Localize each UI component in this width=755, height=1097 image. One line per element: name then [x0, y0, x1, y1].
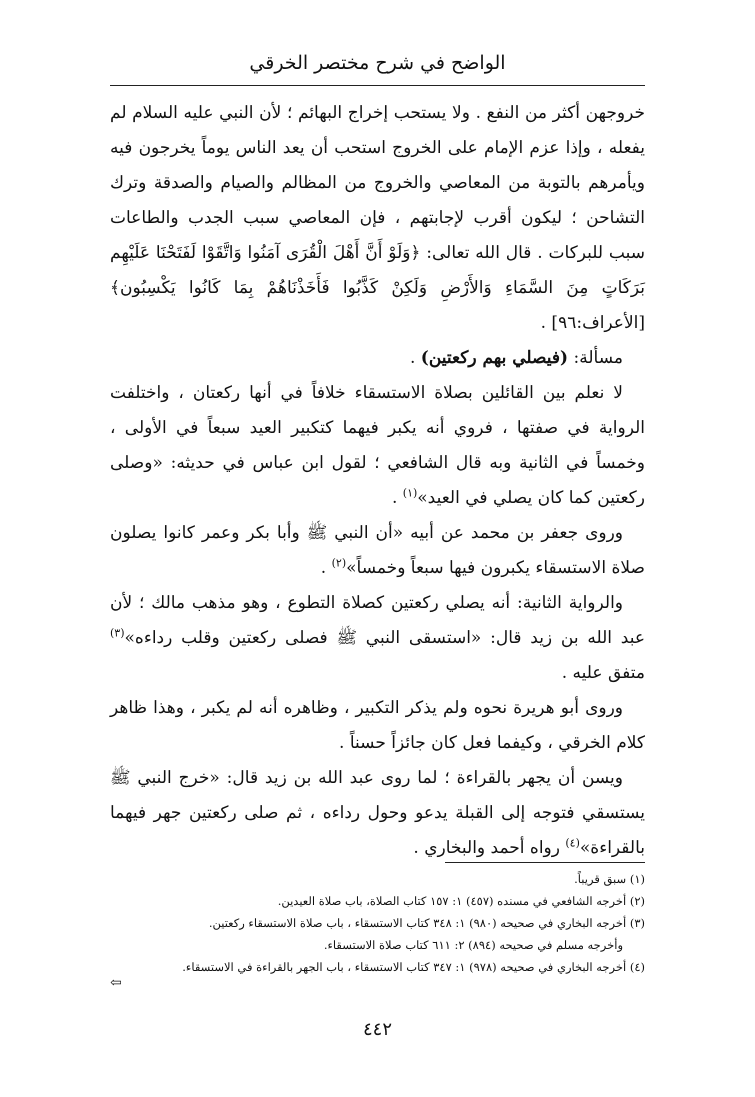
masala-heading	[110, 341, 645, 376]
paragraph-6	[110, 761, 645, 866]
masala-label: مسألة:	[573, 348, 623, 368]
paragraph-4	[110, 586, 645, 691]
footnote-4: (٤) أخرجه البخاري في صحيحه (٩٧٨) ١: ٣٤٧ كتاب الاستسقاء ، باب الجهر بالقراءة في الاستسقاء.	[182, 960, 645, 974]
footnotes	[110, 868, 645, 978]
paragraph-5-text: وروى أبو هريرة نحوه ولم يذكر التكبير ، وظاهره أنه لم يكبر ، وهذا ظاهر كلام الخرقي ، وكيفما فعل كان جائزاً حسناً .	[110, 698, 645, 753]
footnote-1: (١) سبق قريباً.	[574, 872, 645, 886]
footnote-2: (٢) أخرجه الشافعي في مسنده (٤٥٧) ١: ١٥٧ كتاب الصلاة، باب صلاة العيدين.	[277, 894, 645, 908]
footnote-ref-1: (١)	[402, 486, 418, 500]
main-text	[110, 96, 645, 866]
footnote-ref-2: (٢)	[331, 556, 347, 570]
paragraph-1	[110, 96, 645, 341]
paragraph-2	[110, 376, 645, 516]
footnote-3: (٣) أخرجه البخاري في صحيحه (٩٨٠) ١: ٣٤٨ كتاب الاستسقاء ، باب صلاة الاستسقاء ركعتين.	[208, 916, 645, 930]
paragraph-2-text: لا نعلم بين القائلين بصلاة الاستسقاء خلافاً في أنها ركعتان ، واختلفت الرواية في صفتها ، فروي أنه يكبر فيهما كتكبير العيد سبعاً في الأولى ، وخمساً في الثانية وبه قال الشافعي ؛ لقول ابن عباس في حديثه: «وصلى ركعتين كما كان يصلي في العيد»	[110, 383, 645, 508]
paragraph-2-end: .	[391, 488, 403, 508]
header-rule	[110, 85, 645, 86]
paragraph-1-text: خروجهن أكثر من النفع . ولا يستحب إخراج البهائم ؛ لأن النبي عليه السلام لم يفعله ، وإذا عزم الإمام على الخروج استحب أن يعد الناس يوماً يخرجون فيه ويأمرهم بالتوبة من المعاصي والخروج من المظالم والصيام والصدقة وترك التشاحن ؛ ليكون أقرب لإجابتهم ، فإن المعاصي سبب الجدب والطاعات سبب للبركات . قال الله تعالى: ﴿وَلَوْ أَنَّ أَهْلَ الْقُرَى آمَنُوا وَاتَّقَوْا لَفَتَحْنَا عَلَيْهِم بَرَكَاتٍ مِنَ السَّمَاءِ وَالأَرْضِ وَلَكِنْ كَذَّبُوا فَأَخَذْنَاهُمْ بِمَا كَانُوا يَكْسِبُون﴾ [الأعراف:٩٦] .	[110, 103, 645, 333]
footnote-ref-3: (٣)	[110, 626, 125, 640]
paragraph-3-text: وروى جعفر بن محمد عن أبيه «أن النبي ﷺ وأبا بكر وعمر كانوا يصلون صلاة الاستسقاء يكبرون فيها سبعاً وخمساً»	[110, 523, 645, 578]
masala-quote: (فيصلي بهم ركعتين)	[420, 348, 569, 368]
footnote-3-continued: وأخرجه مسلم في صحيحه (٨٩٤) ٢: ٦١١ كتاب صلاة الاستسقاء.	[323, 938, 623, 952]
footnote-separator	[445, 862, 645, 863]
paragraph-6-end: رواه أحمد والبخاري .	[413, 838, 566, 858]
paragraph-4-end: متفق عليه .	[561, 663, 645, 683]
footnote-ref-4: (٤)	[565, 836, 580, 850]
page-number: ٤٤٢	[362, 1019, 392, 1040]
paragraph-6-text: ويسن أن يجهر بالقراءة ؛ لما روى عبد الله بن زيد قال: «خرج النبي ﷺ يستسقي فتوجه إلى القبلة يدعو وحول رداءه ، ثم صلى ركعتين جهر فيهما بالقراءة»	[110, 768, 645, 858]
paragraph-4-text: والرواية الثانية: أنه يصلي ركعتين كصلاة التطوع ، وهو مذهب مالك ؛ لأن عبد الله بن زيد قال: «استسقى النبي ﷺ فصلى ركعتين وقلب رداءه»	[110, 593, 645, 648]
paragraph-5	[110, 691, 645, 761]
masala-end: .	[409, 348, 421, 368]
running-header: الواضح في شرح مختصر الخرقي	[249, 52, 506, 74]
continuation-arrow-icon: ⇦	[110, 975, 122, 991]
paragraph-3	[110, 516, 645, 586]
paragraph-3-end: .	[320, 558, 332, 578]
